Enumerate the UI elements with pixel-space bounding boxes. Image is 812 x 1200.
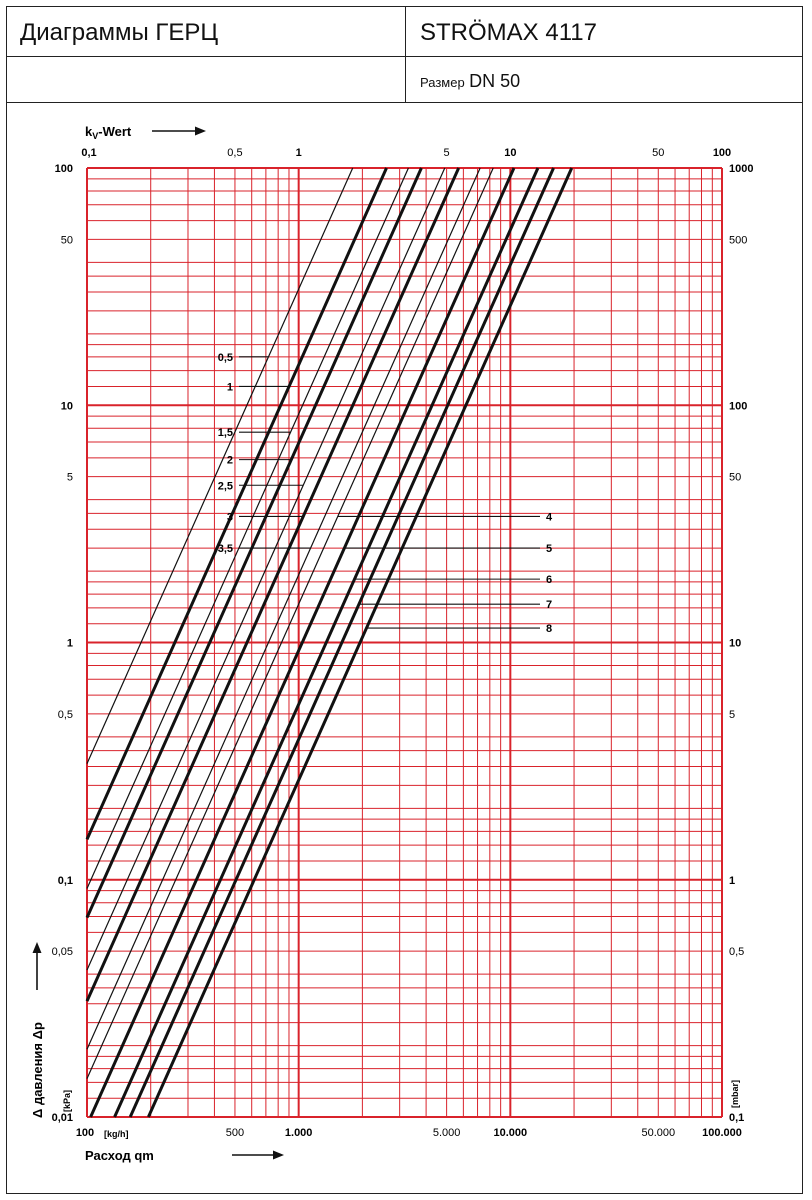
kv-tick-label: 10 [504,147,517,159]
x-tick-label: 100 [75,1127,95,1139]
curve-label: 2 [226,454,233,467]
y-tick-label-right: 1000 [729,163,754,175]
x-axis-title: Расход qm [85,1148,154,1163]
x-tick-label: 500 [225,1127,245,1139]
y-axis-title: Δ давления Δp [30,1022,45,1118]
page-title: Диаграммы ГЕРЦ [20,19,219,46]
y-tick-label-left: 10 [60,400,73,413]
curve-label: 5 [546,543,553,556]
y-tick-label-left: 50 [60,234,73,247]
curve-label: 1 [226,381,233,394]
curve-label: 8 [546,623,553,636]
y-tick-label-left: 1 [66,637,73,650]
kv-axis-title: $k_V$-Wert [85,124,132,141]
x-axis-unit: [kg/h] [104,1129,129,1139]
kv-tick-label: 1 [295,147,302,159]
curve-label: 2,5 [217,480,233,493]
size-value: DN 50 [469,71,521,91]
y-tick-label-right: 1 [729,874,736,887]
kv-curve [87,168,387,839]
curve-label: 0,5 [217,351,233,364]
y-axis-unit-left: [kPa] [62,1089,72,1112]
y-axis-arrow [33,942,42,990]
size-label: Размер [420,75,465,90]
y-tick-label-left: 100 [54,163,73,175]
kv-tick-label: 100 [712,147,732,159]
y-tick-label-right: 50 [729,471,742,484]
x-tick-label: 100.000 [702,1127,742,1139]
x-tick-label: 5.000 [432,1127,461,1139]
x-tick-label: 50.000 [641,1127,676,1139]
y-tick-label-left: 0,5 [57,708,73,721]
y-tick-label-right: 100 [729,400,748,413]
kv-curve [87,168,480,1049]
product-model: STRÖMAX 4117 [420,19,597,46]
x-tick-label: 1.000 [284,1127,313,1139]
curve-label: 7 [546,599,553,612]
y-tick-label-left: 0,1 [57,874,73,887]
curve-label: 4 [546,511,553,524]
curve-label: 1,5 [217,427,233,440]
kv-curve [87,168,459,1001]
y-axis-unit-right: [mbar] [730,1079,740,1108]
kv-axis-arrow [152,127,206,136]
y-tick-label-left: 0,01 [51,1112,73,1124]
kv-tick-label: 5 [443,147,450,159]
kv-tick-label: 0,1 [81,147,97,159]
y-tick-label-right: 500 [729,234,748,247]
y-tick-label-right: 0,1 [729,1112,745,1124]
kv-tick-label: 0,5 [227,147,243,159]
y-tick-label-right: 10 [729,637,742,650]
curve-label: 6 [546,574,553,587]
y-tick-label-right: 5 [729,708,736,721]
y-tick-label-left: 5 [66,471,73,484]
x-tick-label: 10.000 [493,1127,528,1139]
kv-tick-label: 50 [652,147,665,159]
x-axis-arrow [232,1151,284,1160]
curve-label: 3 [226,511,233,524]
y-tick-label-right: 0,5 [729,946,745,959]
y-tick-label-left: 0,05 [51,946,73,959]
curve-label: 3,5 [217,543,233,556]
